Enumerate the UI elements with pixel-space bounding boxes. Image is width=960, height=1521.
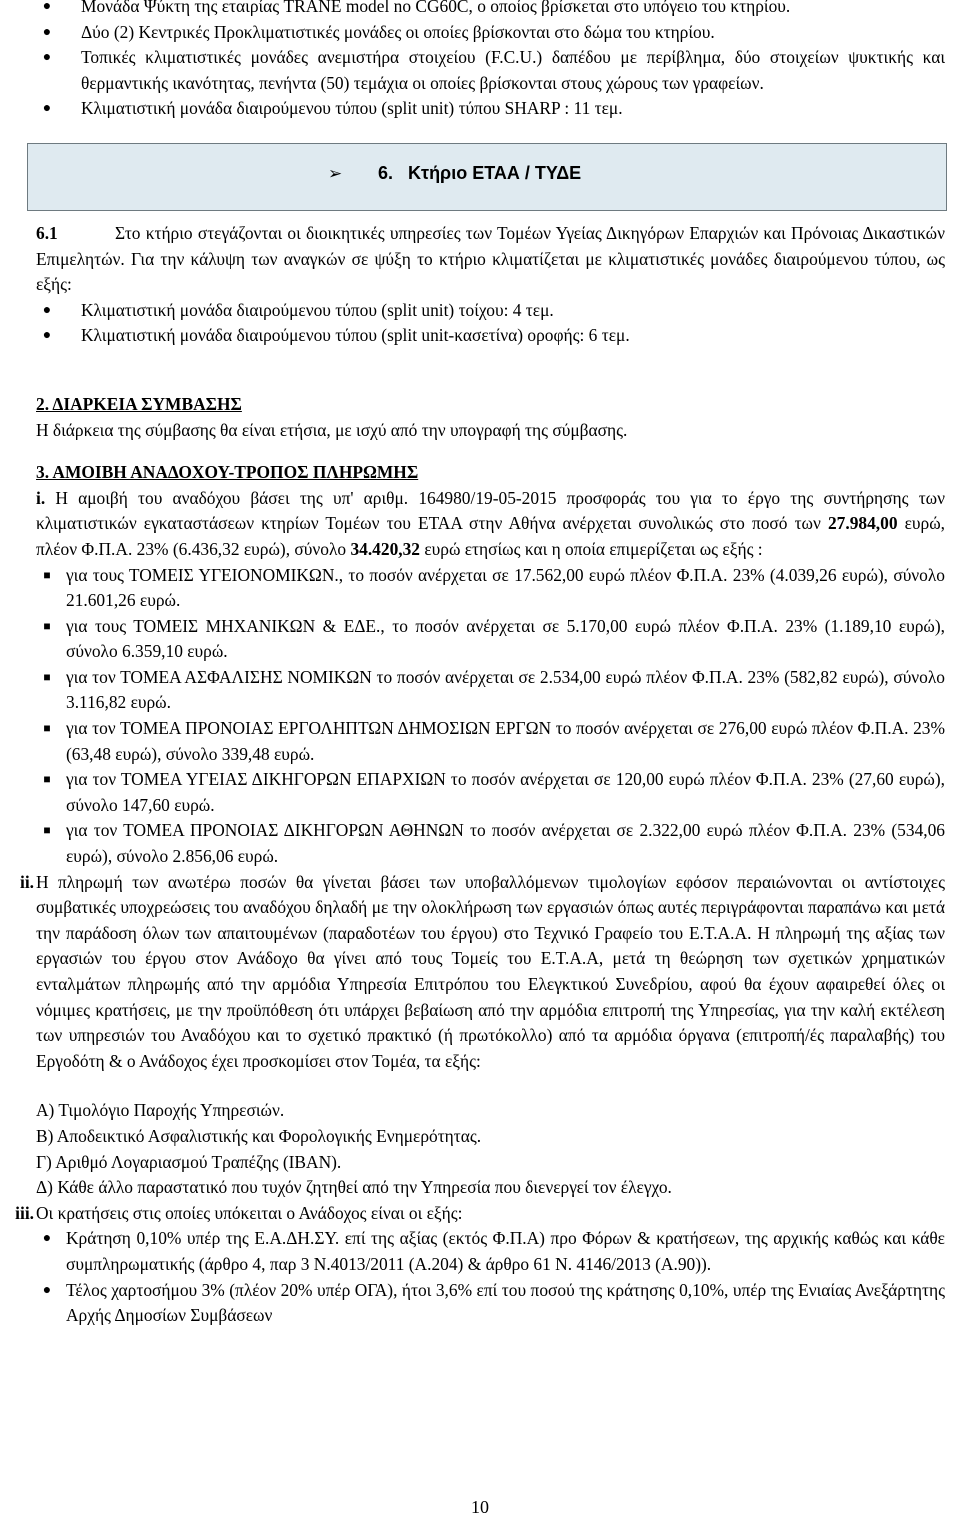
item-i-text-a: Η αμοιβή του αναδόχου βάσει της υπ' αριθμ. 164980/19-05-2015 προσφοράς του για το έργο της συντήρησης των κλιματιστικών εγκαταστάσεων κτηρίων Τομέων του ΕΤΑΑ στην Αθήνα ανέρχεται συνολικώς στο ποσό των — [36, 487, 945, 534]
page-number: 10 — [471, 1497, 489, 1517]
list-item — [36, 298, 945, 324]
equipment-list — [36, 0, 945, 122]
list-item-text: Κλιματιστική μονάδα διαιρούμενου τύπου (split unit) τοίχου: 4 τεμ. — [81, 299, 554, 320]
list-item — [36, 665, 945, 716]
item-iii — [15, 1201, 945, 1227]
section-name: Κτήριο ΕΤΑΑ / ΤΥΔΕ — [408, 162, 582, 183]
list-item-text: για τον ΤΟΜΕΑ ΠΡΟΝΟΙΑΣ ΔΙΚΗΓΟΡΩΝ ΑΘΗΝΩΝ το ποσόν ανέρχεται σε 2.322,00 ευρώ πλέον Φ.Π.Α. 23% (534,06 ευρώ), σύνολο 2.856,06 ευρώ. — [66, 820, 945, 867]
document-page — [15, 0, 946, 1329]
item-i-text-b: ευρώ, πλέον Φ.Π.Α. 23% (6.436,32 ευρώ), σύνολο — [36, 513, 946, 559]
list-item-text: Μονάδα Ψύκτη της εταιρίας TRANE model no CG60C, ο οποίος βρίσκεται στο υπόγειο του κτηρίου. — [81, 0, 791, 16]
list-item — [36, 818, 945, 869]
bullet-dot-icon: ● — [42, 0, 52, 14]
list-item-text: για τον ΤΟΜΕΑ ΥΓΕΙΑΣ ΔΙΚΗΓΟΡΩΝ ΕΠΑΡΧΙΩΝ το ποσόν ανέρχεται σε 120,00 ευρώ πλέον Φ.Π.Α. 23% (27,60 ευρώ), σύνολο 147,60 ευρώ. — [66, 769, 945, 815]
square-bullet-icon: ■ — [43, 669, 51, 684]
arrow-bullet-icon: ➢ — [328, 163, 343, 183]
list-item-text: Δύο (2) Κεντρικές Προκλιματιστικές μονάδες οι οποίες βρίσκονται στο δώμα του κτηρίου. — [81, 21, 715, 42]
list-item-text: για τον ΤΟΜΕΑ ΠΡΟΝΟΙΑΣ ΕΡΓΟΛΗΠΤΩΝ ΔΗΜΟΣΙΩΝ ΕΡΓΩΝ το ποσόν ανέρχεται σε 276,00 ευρώ πλέον Φ.Π.Α. 23% (63,48 ευρώ), σύνολο 339,48 ευρώ. — [66, 718, 945, 764]
withholding-list — [36, 1226, 945, 1328]
item-ii — [19, 870, 945, 1075]
item-i-amount: 27.984,00 — [827, 513, 898, 534]
list-item-text: Β) Αποδεικτικό Ασφαλιστικής και Φορολογικής Ενημερότητας. — [36, 1125, 482, 1146]
list-item-text: Δ) Κάθε άλλο παραστατικό που τυχόν ζητηθεί από την Υπηρεσία που διενεργεί τον έλεγχο. — [36, 1177, 672, 1198]
list-item — [36, 563, 945, 614]
list-item — [36, 45, 945, 96]
bullet-dot-icon: ● — [42, 328, 52, 344]
list-item — [36, 20, 945, 46]
list-item — [36, 1278, 945, 1329]
bullet-dot-icon: ● — [42, 1231, 52, 1247]
item-iii-text: Οι κρατήσεις στις οποίες υπόκειται ο Ανάδοχος είναι οι εξής: — [36, 1202, 463, 1223]
section-number: 6. — [378, 162, 394, 183]
document-list — [36, 1098, 945, 1200]
paragraph-number: 6.1 — [36, 222, 58, 243]
item-i-total: 34.420,32 — [350, 538, 420, 559]
paragraph-6-1 — [36, 221, 945, 298]
section-3-heading: 3. ΑΜΟΙΒΗ ΑΝΑΔΟΧΟΥ-ΤΡΟΠΟΣ ΠΛΗΡΩΜΗΣ — [36, 462, 419, 483]
item-i-text-c: ευρώ ετησίως και η οποία επιμερίζεται ως εξής : — [424, 538, 763, 559]
square-bullet-icon: ■ — [43, 721, 51, 736]
item-ii-text: Η πληρωμή των ανωτέρω ποσών θα γίνεται βάσει των υποβαλλόμενων τιμολογίων εφόσον περαιώνονται οι αντίστοιχες συμβατικές υποχρεώσεις του αναδόχου δηλαδή με την ολοκλήρωση των εργασιών όπως αυτές περιγράφονται παραπάνω και μετά την παράδοση όλων των απαιτουμένων (παραδοτέων του έργου) στο Τεχνικό Γραφείο του Ε.Τ.Α.Α. Η πληρωμή της αξίας των εργασιών του έργου στον Ανάδοχο θα γίνει από τους Τομείς του Ε.Τ.Α.Α, μετά τη θεώρηση των σχετικών χρηματικών ενταλμάτων πληρωμής από την αρμόδια Υπηρεσία Επιτρόπου του Ελεγκτικού Συνεδρίου, αφού θα έχουν αφαιρεθεί όλες οι νόμιμες κρατήσεις, με την προϋπόθεση ότι υπάρχει βεβαίωση από την αρμόδια επιτροπή της Υπηρεσίας, για την καλή εκτέλεση των υπηρεσιών του Αναδόχου και το σχετικό πρακτικό (ή πρωτόκολλο) από τα αρμόδια όργανα (επιτροπή/ές παραλαβής) του Εργοδότη & ο Ανάδοχος έχει προσκομίσει στον Τομέα, τα εξής: — [36, 871, 945, 1071]
item-i — [36, 486, 945, 563]
list-item-text: για τους ΤΟΜΕΙΣ ΜΗΧΑΝΙΚΩΝ & ΕΔΕ., το ποσόν ανέρχεται σε 5.170,00 ευρώ πλέον Φ.Π.Α. 23% (1.189,10 ευρώ), σύνολο 6.359,10 ευρώ. — [66, 615, 945, 662]
unit-list — [36, 298, 945, 349]
list-item-text: Τέλος χαρτοσήμου 3% (πλέον 20% υπέρ ΟΓΑ), ήτοι 3,6% επί του ποσού της κράτησης 0,10%, υπέρ της Ενιαίας Ανεξάρτητης Αρχής Δημοσίων Συμβάσεων — [66, 1279, 945, 1326]
list-item-text: Γ) Αριθμό Λογαριασμού Τραπέζης (IBAN). — [36, 1151, 342, 1172]
list-item — [36, 1226, 945, 1277]
bullet-dot-icon: ● — [42, 24, 52, 40]
list-item-text: Α) Τιμολόγιο Παροχής Υπηρεσιών. — [36, 1100, 285, 1121]
square-bullet-icon: ■ — [43, 772, 51, 787]
square-bullet-icon: ■ — [43, 823, 51, 838]
section-2-heading: 2. ΔΙΑΡΚΕΙΑ ΣΥΜΒΑΣΗΣ — [36, 393, 242, 414]
item-ii-label: ii. — [19, 871, 34, 892]
bullet-dot-icon: ● — [42, 1282, 52, 1298]
square-bullet-icon: ■ — [43, 567, 51, 582]
list-item — [36, 0, 945, 20]
list-item-text: για τους ΤΟΜΕΙΣ ΥΓΕΙΟΝΟΜΙΚΩΝ., το ποσόν ανέρχεται σε 17.562,00 ευρώ πλέον Φ.Π.Α. 23% (4.039,26 ευρώ), σύνολο 21.601,26 ευρώ. — [66, 564, 945, 611]
list-item — [36, 614, 945, 665]
list-item — [36, 767, 945, 818]
list-item-text: για τον ΤΟΜΕΑ ΑΣΦΑΛΙΣΗΣ ΝΟΜΙΚΩΝ το ποσόν ανέρχεται σε 2.534,00 ευρώ πλέον Φ.Π.Α. 23% (582,82 ευρώ), σύνολο 3.116,82 ευρώ. — [66, 666, 945, 713]
sector-list — [36, 563, 945, 870]
list-item — [36, 716, 945, 767]
square-bullet-icon: ■ — [43, 618, 51, 633]
list-item-text: Τοπικές κλιματιστικές μονάδες ανεμιστήρα στοιχείου (F.C.U.) δαπέδου με περίβλημα, δύο στοιχείων ψυκτικής και θερμαντικής ικανότητας, πενήντα (50) τεμάχια οι οποίες βρίσκονται στους χώρους των γραφείων. — [81, 47, 945, 93]
item-i-label: i. — [36, 487, 46, 508]
list-item — [36, 323, 945, 349]
section-2-text: Η διάρκεια της σύμβασης θα είναι ετήσια, με ισχύ από την υπογραφή της σύμβασης. — [36, 419, 628, 440]
item-iii-label: iii. — [15, 1202, 34, 1223]
paragraph-text: Στο κτήριο στεγάζονται οι διοικητικές υπηρεσίες των Τομέων Υγείας Δικηγόρων Επαρχιών και Πρόνοιας Δικαστικών Επιμελητών. Για την κάλυψη των αναγκών σε ψύξη το κτήριο κλιματίζεται με κλιματιστικές μονάδες διαιρούμενου τύπου, ως εξής: — [36, 222, 945, 295]
section-title — [378, 163, 581, 184]
section-heading-box — [27, 143, 947, 211]
list-item-text: Κλιματιστική μονάδα διαιρούμενου τύπου (split unit-κασετίνα) οροφής: 6 τεμ. — [81, 325, 630, 346]
list-item-text: Κράτηση 0,10% υπέρ της Ε.Α.ΔΗ.ΣΥ. επί της αξίας (εκτός Φ.Π.Α) προ Φόρων & κρατήσεων, της αρχικής καθώς και κάθε συμπληρωματικής (άρθρο 4, παρ 3 Ν.4013/2011 (Α.204) & άρθρο 61 Ν. 4146/2013 (Α.90)). — [66, 1228, 945, 1274]
list-item — [36, 96, 945, 122]
bullet-dot-icon: ● — [42, 101, 52, 117]
bullet-dot-icon: ● — [42, 302, 52, 318]
item-i-text — [36, 486, 945, 563]
bullet-dot-icon: ● — [42, 50, 52, 66]
list-item-text: Κλιματιστική μονάδα διαιρούμενου τύπου (split unit) τύπου SHARP : 11 τεμ. — [81, 98, 623, 119]
